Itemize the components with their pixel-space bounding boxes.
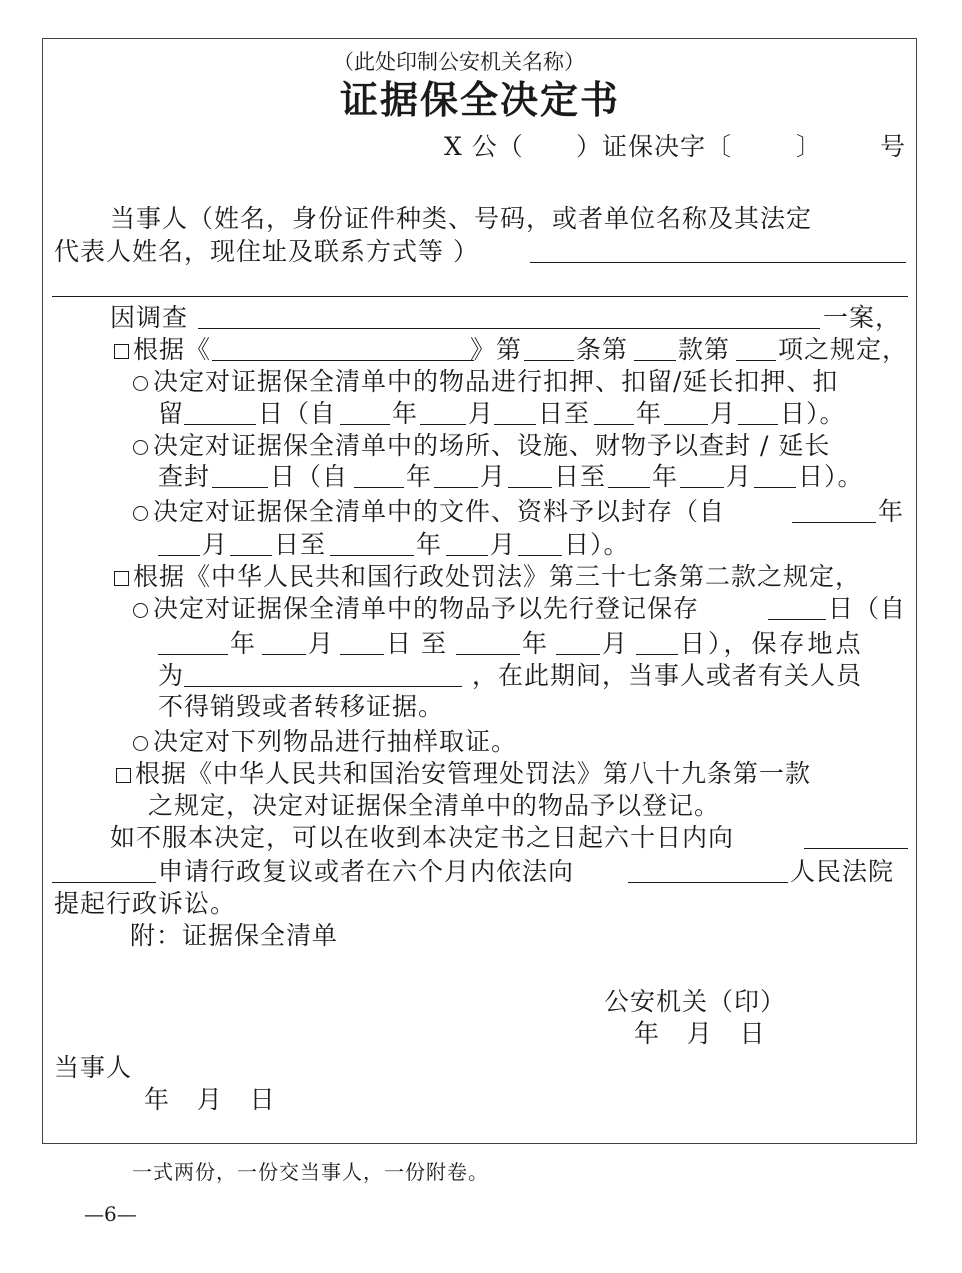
party-label-line1: 当事人（姓名，身份证件种类、号码，或者单位名称及其法定	[110, 204, 813, 233]
option4-month: 月	[308, 629, 335, 658]
basis1-checkbox-icon	[114, 344, 129, 359]
option1-from-month-blank	[420, 424, 466, 425]
investigation-suffix: 一案，	[823, 303, 902, 332]
option1-to-year-blank	[594, 424, 634, 425]
option4-to: 日 至	[386, 629, 447, 658]
appeal-line2: 申请行政复议或者在六个月内依法向	[158, 857, 575, 886]
option4-to-month-blank	[556, 654, 600, 655]
option1-from-day-blank	[494, 424, 536, 425]
option2-to-year-blank	[608, 487, 650, 488]
option2-end: 日）。	[798, 462, 864, 491]
option4-to-month: 月	[602, 629, 629, 658]
option3-to-month: 月	[490, 530, 517, 559]
option1-to-year: 年	[636, 399, 663, 428]
case-name-blank	[198, 328, 820, 329]
option2-to-year: 年	[652, 462, 679, 491]
option1-to-month: 月	[710, 399, 737, 428]
option1-month: 月	[468, 399, 495, 428]
option4-line4: 不得销毁或者转移证据。	[158, 692, 445, 721]
option4-line3-rest: ，在此期间，当事人或者有关人员	[472, 661, 863, 690]
option2-from-day-blank	[508, 487, 552, 488]
option3-from-day-blank	[230, 555, 272, 556]
option3-year: 年	[878, 497, 905, 526]
option3-radio-icon	[133, 506, 148, 521]
option2-to-month-blank	[680, 487, 724, 488]
option4-from-year-blank	[158, 654, 228, 655]
basis1-paragraph: 款第	[678, 335, 731, 364]
option1-label: 留	[158, 399, 185, 428]
authority-seal: 公安机关（印）	[604, 987, 787, 1016]
option4-to-year: 年	[522, 629, 549, 658]
option1-end: 日）。	[780, 399, 846, 428]
basis3-line1: 根据《中华人民共和国治安管理处罚法》第八十九条第一款	[116, 758, 811, 790]
doc-number-bracket: 〕	[796, 132, 823, 161]
basis1-item: 项之规定，	[778, 335, 909, 364]
option2-to-month: 月	[726, 462, 753, 491]
party-info-blank-line2	[52, 296, 908, 297]
doc-number-suffix: 号	[880, 132, 907, 161]
option2-radio-icon	[133, 440, 148, 455]
attachment-line: 附：证据保全清单	[130, 921, 339, 950]
appeal-line1: 如不服本决定，可以在收到本决定书之日起六十日内向	[110, 823, 735, 852]
option5-line: 决定对下列物品进行抽样取证。	[133, 726, 517, 758]
storage-location-blank	[184, 686, 462, 687]
paragraph-blank	[634, 360, 676, 361]
option3-end: 日）。	[564, 530, 630, 559]
option4-location-prefix: 为	[158, 661, 185, 690]
law-name-blank	[212, 360, 474, 361]
option1-to-month-blank	[664, 424, 708, 425]
option4-from-day-blank	[340, 654, 384, 655]
org-name-placeholder: （此处印制公安机关名称）	[333, 50, 585, 74]
article-blank	[524, 360, 574, 361]
option4-radio-icon	[133, 603, 148, 618]
review-authority-blank	[804, 848, 908, 849]
basis1-law-close: 》第	[470, 335, 523, 364]
option3-to-year-blank	[330, 555, 414, 556]
appeal-line3: 提起行政诉讼。	[54, 889, 237, 918]
option2-from-month-blank	[434, 487, 478, 488]
option3-to-year: 年	[416, 530, 443, 559]
option4-from-month-blank	[262, 654, 306, 655]
doc-number-prefix: X 公（	[444, 132, 524, 161]
option3-from-month-blank	[158, 555, 200, 556]
doc-number-mid: ）证保决字〔	[576, 132, 733, 161]
option1-days-blank	[184, 424, 256, 425]
basis3-checkbox-icon	[116, 768, 131, 783]
option4-days-blank	[768, 619, 826, 620]
option4-to-day-blank	[636, 654, 678, 655]
item-blank	[736, 360, 776, 361]
option1-radio-icon	[133, 376, 148, 391]
page-number: —6—	[84, 1202, 137, 1226]
option1-to: 日至	[538, 399, 591, 428]
basis2-line: 根据《中华人民共和国行政处罚法》第三十七条第二款之规定，	[114, 561, 861, 593]
document-title: 证据保全决定书	[340, 77, 621, 122]
option4-line1: 决定对证据保全清单中的物品予以先行登记保存	[133, 593, 699, 625]
option3-to: 日至	[274, 530, 327, 559]
option3-line1: 决定对证据保全清单中的文件、资料予以封存（自	[133, 496, 725, 528]
option2-from: 日（自	[270, 462, 349, 491]
basis1-line: 根据《	[114, 334, 211, 366]
option4-to-year-blank	[456, 654, 520, 655]
option1-year: 年	[392, 399, 419, 428]
option5-radio-icon	[133, 736, 148, 751]
option2-year: 年	[406, 462, 433, 491]
option2-month: 月	[480, 462, 507, 491]
authority-date: 年 月 日	[634, 1019, 766, 1048]
court-blank	[628, 882, 788, 883]
appeal-court-suffix: 人民法院	[790, 857, 895, 886]
party-signature-label: 当事人	[54, 1053, 133, 1082]
copies-note: 一式两份，一份交当事人，一份附卷。	[132, 1160, 489, 1184]
option2-days-blank	[212, 487, 268, 488]
investigation-prefix: 因调查	[110, 303, 189, 332]
party-info-blank	[530, 262, 906, 263]
option2-line1: 决定对证据保全清单中的场所、设施、财物予以查封 / 延长	[133, 430, 830, 462]
option1-from-year-blank	[340, 424, 390, 425]
option4-location-label: 日），保存地点	[680, 629, 864, 658]
option1-to-day-blank	[738, 424, 778, 425]
option3-to-day-blank	[518, 555, 562, 556]
option1-from: 日（自	[258, 399, 337, 428]
party-label-line2: 代表人姓名，现住址及联系方式等 ）	[54, 237, 479, 266]
party-date: 年 月 日	[144, 1085, 276, 1114]
basis1-article: 条第	[576, 335, 629, 364]
option2-to: 日至	[554, 462, 607, 491]
option4-from: 日（自	[828, 594, 907, 623]
basis2-checkbox-icon	[114, 571, 129, 586]
option3-month: 月	[202, 530, 229, 559]
option3-from-year-blank	[792, 522, 876, 523]
option2-to-day-blank	[754, 487, 796, 488]
option2-from-year-blank	[354, 487, 404, 488]
basis3-line2: 之规定，决定对证据保全清单中的物品予以登记。	[148, 791, 721, 820]
option3-to-month-blank	[446, 555, 488, 556]
option4-year: 年	[230, 629, 257, 658]
review-authority-blank-line2	[52, 882, 156, 883]
option1-line1: 决定对证据保全清单中的物品进行扣押、扣留/延长扣押、扣	[133, 366, 838, 398]
option2-label: 查封	[158, 462, 211, 491]
